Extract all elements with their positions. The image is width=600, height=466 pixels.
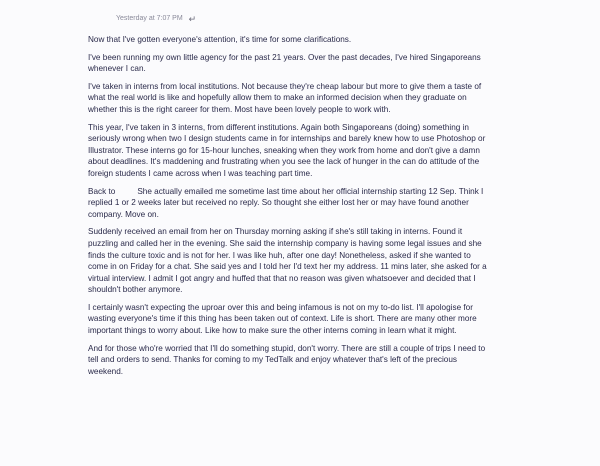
post-meta (116, 14, 492, 24)
post-timestamp: Yesterday at 7:07 PM (116, 15, 183, 22)
paragraph-7: I certainly wasn't expecting the uproar over this and being infamous is not on my to-do list. I'll apologise for wasting everyone's time if this thing has been taken out of context. Life is short. There are many other more important things to worry about. Like how to make sure the other interns coming in learn what it might. (88, 302, 477, 336)
paragraph-6: Suddenly received an email from her on Thursday morning asking if she's still taking in interns. Found it puzzling and called her in the evening. She said the internship company is having some legal issues and she finds the culture toxic and is not for her. I was like huh, after one day! Nonetheless, asked if she wanted to come in on Friday for a chat. She said yes and I told her I'd text her my address. 11 mins later, she asked for a virtual interview. I admit I got angry and huffed that that no reason was given whatsoever and decided that I shouldn't bother anymore. (88, 227, 487, 295)
paragraph-1: Now that I've gotten everyone's attention, it's time for some clarifications. (88, 35, 352, 44)
paragraph-5-prefix: Back to (88, 186, 116, 196)
paragraph-5-body: She actually emailed me sometime last time about her official internship starting 12 Sep. Think I replied 1 or 2 weeks later but received no reply. So thought she either lost her or may have found another company. Move on. (88, 186, 484, 219)
paragraph-8: And for those who're worried that I'll do something stupid, don't worry. There are still a couple of trips I need to tell and orders to send. Thanks for coming to my TedTalk and enjoy whatever that's left of the precious weekend. (88, 343, 486, 376)
paragraph-3: I've taken in interns from local institutions. Not because they're cheap labour but more to give them a taste of what the real world is like and hopefully allow them to make an informed decision when they graduate on whether this is the right career for them. Most have been lovely people to work with. (88, 81, 482, 114)
paragraph-4: This year, I've taken in 3 interns, from different institutions. Again both Singaporeans (doing) something in seriously wrong when two I design students came in for internships and barely knew how to use Photoshop or Illustrator. These interns go for 15-hour lunches, sneaking when they work from home and don't give a damn about deadlines. It's maddening and frustrating when you see the lack of hunger in the can do attitude of the foreign students I came across when I was teaching part time. (88, 122, 486, 178)
paragraph-2: I've been running my own little agency for the past 21 years. Over the past decades, I've hired Singaporeans whenever I can. (88, 52, 481, 74)
reply-arrow-icon[interactable]: ↵ (188, 14, 197, 24)
paragraph-5 (88, 186, 492, 221)
